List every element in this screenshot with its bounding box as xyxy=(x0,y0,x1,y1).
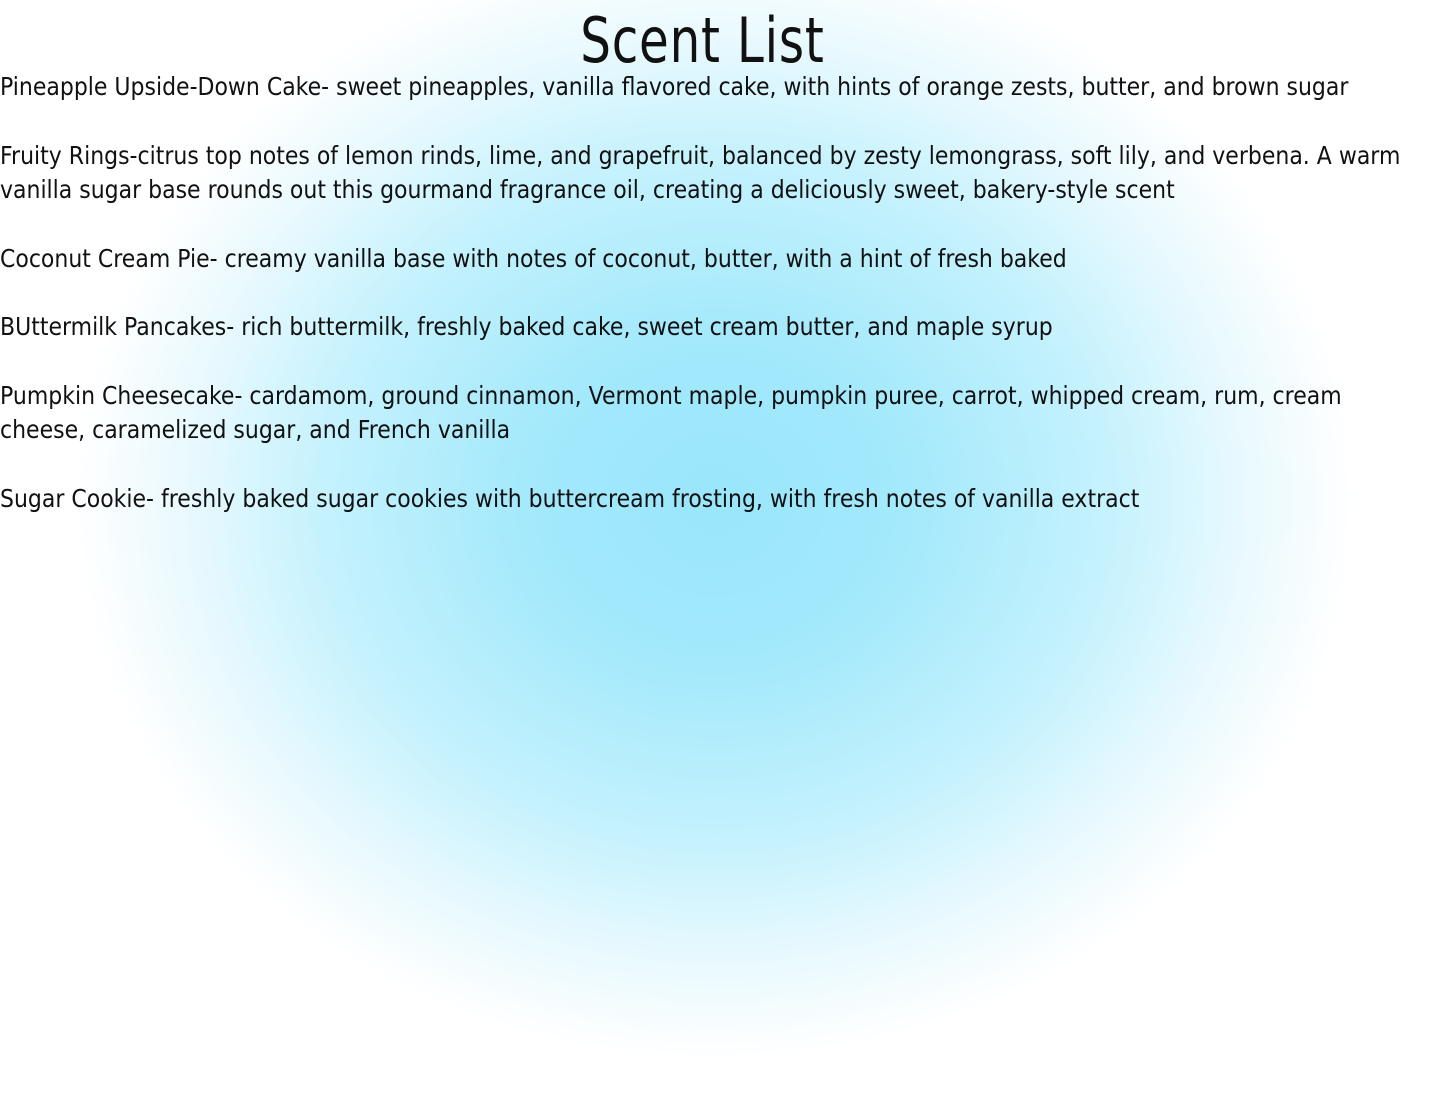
scent-item-fruity-rings: Fruity Rings-citrus top notes of lemon rinds, lime, and grapefruit, balanced by zesty lemongrass, soft lily, and verbena. A warm vanilla sugar base rounds out this gourmand fragrance oil, creating a deliciously sweet, bakery-style scent xyxy=(0,140,1401,204)
scent-item-coconut-cream-pie: Coconut Cream Pie- creamy vanilla base with notes of coconut, butter, with a hint of fresh baked xyxy=(0,243,1067,273)
page-title: Scent List xyxy=(580,4,825,77)
scent-list xyxy=(0,70,1430,550)
scent-item-sugar-cookie: Sugar Cookie- freshly baked sugar cookies with buttercream frosting, with fresh notes of vanilla extract xyxy=(0,483,1140,513)
scent-item-pineapple-upside-down-cake: Pineapple Upside-Down Cake- sweet pineapples, vanilla flavored cake, with hints of orange zests, butter, and brown sugar xyxy=(0,72,1349,101)
scent-item-buttermilk-pancakes: BUttermilk Pancakes- rich buttermilk, freshly baked cake, sweet cream butter, and maple syrup xyxy=(0,312,1053,341)
scent-item-pumpkin-cheesecake: Pumpkin Cheesecake- cardamom, ground cinnamon, Vermont maple, pumpkin puree, carrot, whipped cream, rum, cream cheese, caramelized sugar, and French vanilla xyxy=(0,380,1342,444)
